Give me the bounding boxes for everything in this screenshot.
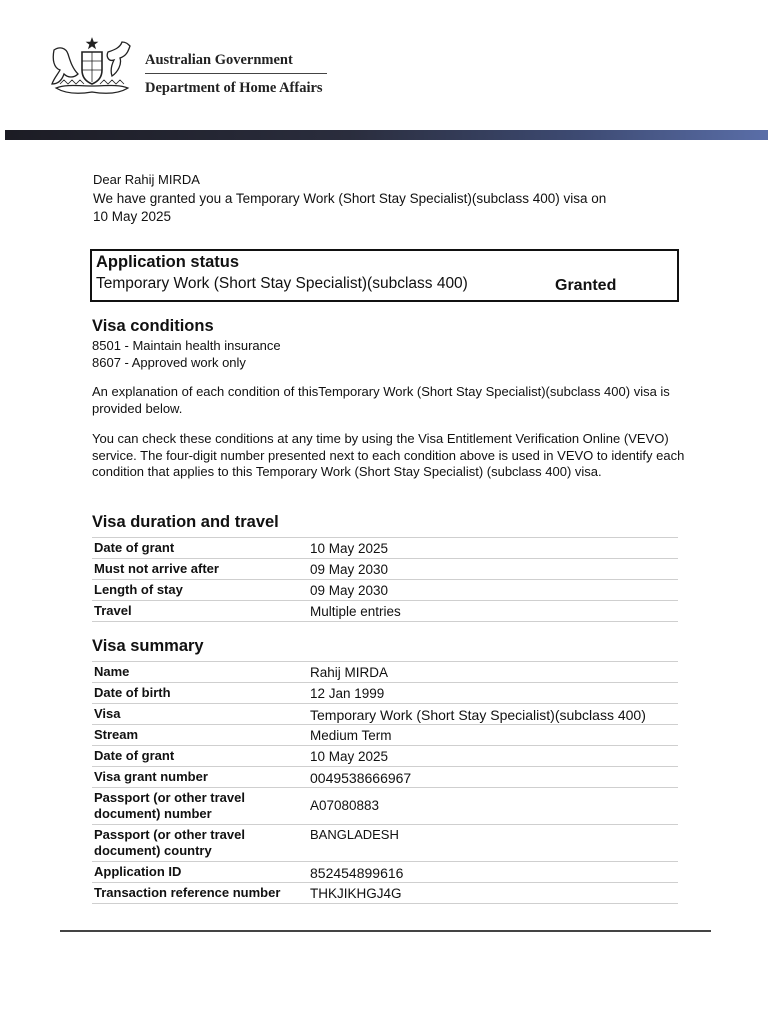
table-row [92,767,678,788]
application-status-title: Application status [96,253,240,271]
table-row [92,725,678,746]
table-row [92,559,678,580]
table-row [92,883,678,904]
row-label: Date of birth [92,683,308,704]
application-status-value: Granted [555,277,617,294]
table-row [92,662,678,683]
row-label: Visa grant number [92,767,308,788]
row-value: BANGLADESH [308,825,678,862]
table-row [92,704,678,725]
row-value: 10 May 2025 [308,746,678,767]
row-label: Date of grant [92,746,308,767]
table-row [92,683,678,704]
visa-summary-table [92,661,678,904]
department-name: Department of Home Affairs [145,80,323,96]
row-value: 0049538666967 [308,767,678,788]
row-value: 12 Jan 1999 [308,683,678,704]
row-value: Rahij MIRDA [308,662,678,683]
header-banner [5,130,768,140]
row-label: Length of stay [92,580,308,601]
grant-intro-line: We have granted you a Temporary Work (Short Stay Specialist)(subclass 400) visa on [93,191,607,206]
application-status-box [90,249,679,302]
grant-intro [93,190,693,226]
government-name: Australian Government [145,52,293,68]
visa-conditions-title: Visa conditions [92,317,214,335]
visa-conditions-list [92,337,281,371]
row-label: Date of grant [92,538,308,559]
table-row [92,862,678,883]
row-value: A07080883 [308,788,678,825]
application-status-visa: Temporary Work (Short Stay Specialist)(subclass 400) [96,275,468,292]
row-value: Temporary Work (Short Stay Specialist)(subclass 400) [308,704,678,725]
header-divider [145,73,327,74]
row-label: Stream [92,725,308,746]
grant-date-line: 10 May 2025 [93,209,172,224]
condition-item: 8607 - Approved work only [92,355,246,370]
letterhead [0,0,768,130]
row-label: Application ID [92,862,308,883]
visa-summary-title: Visa summary [92,637,204,655]
row-label: Name [92,662,308,683]
row-label: Must not arrive after [92,559,308,580]
table-row [92,601,678,622]
row-value: 852454899616 [308,862,678,883]
row-value: Multiple entries [308,601,678,622]
vevo-explanation: You can check these conditions at any time by using the Visa Entitlement Verification Online (VEVO) service. The four-digit number presented next to each condition above is used in VEVO to identify each condition that applies to this Temporary Work (Short Stay Specialist) (subclass 400) visa. [92,431,685,479]
footer-divider [60,930,711,932]
row-value: 10 May 2025 [308,538,678,559]
table-row [92,580,678,601]
row-value: 09 May 2030 [308,559,678,580]
row-value: Medium Term [308,725,678,746]
row-value: 09 May 2030 [308,580,678,601]
visa-duration-table [92,537,678,622]
row-label: Passport (or other travel document) country [92,825,308,862]
row-label: Visa [92,704,308,725]
row-label: Travel [92,601,308,622]
row-value: THKJIKHGJ4G [308,883,678,904]
table-row [92,538,678,559]
condition-item: 8501 - Maintain health insurance [92,338,281,353]
row-label: Transaction reference number [92,883,308,904]
row-label: Passport (or other travel document) number [92,788,308,825]
conditions-explanation: An explanation of each condition of thisTemporary Work (Short Stay Specialist)(subclass 400) visa is provided below. [92,384,670,416]
table-row [92,746,678,767]
table-row [92,825,678,862]
salutation: Dear Rahij MIRDA [93,172,200,187]
coat-of-arms-icon [46,36,138,98]
table-row [92,788,678,825]
visa-duration-title: Visa duration and travel [92,513,279,531]
